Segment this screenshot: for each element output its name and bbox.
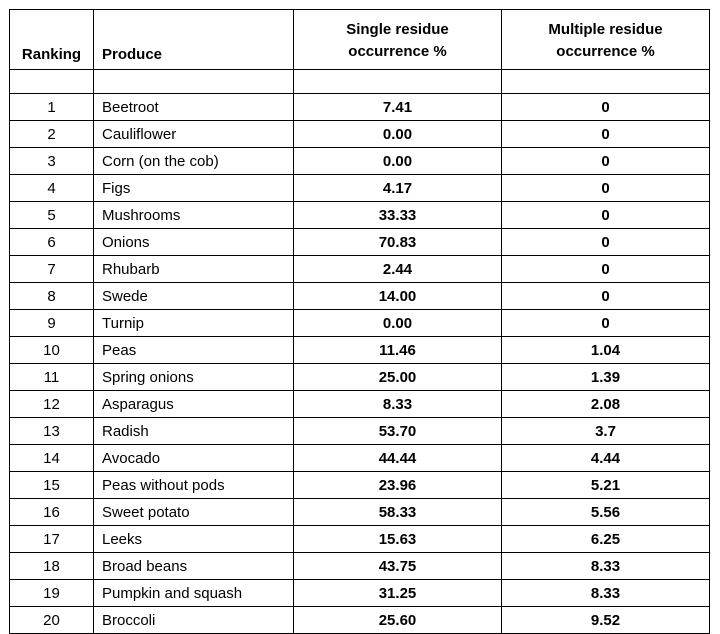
single-residue-cell: 25.00 [294, 364, 502, 391]
table-row [10, 148, 710, 175]
multiple-residue-cell: 0 [502, 202, 710, 229]
ranking-cell: 19 [10, 580, 94, 607]
table-row [10, 283, 710, 310]
multiple-residue-cell: 3.7 [502, 418, 710, 445]
single-residue-cell: 31.25 [294, 580, 502, 607]
multiple-residue-cell: 5.21 [502, 472, 710, 499]
ranking-cell: 6 [10, 229, 94, 256]
header-row [10, 10, 710, 70]
ranking-header: Ranking [10, 10, 94, 70]
multiple-residue-cell: 9.52 [502, 607, 710, 634]
ranking-cell: 13 [10, 418, 94, 445]
produce-cell: Turnip [94, 310, 294, 337]
ranking-cell: 8 [10, 283, 94, 310]
single-residue-cell: 44.44 [294, 445, 502, 472]
ranking-cell: 3 [10, 148, 94, 175]
multiple-residue-cell: 0 [502, 229, 710, 256]
ranking-cell: 16 [10, 499, 94, 526]
produce-cell: Broccoli [94, 607, 294, 634]
empty-cell [502, 70, 710, 94]
table-row [10, 337, 710, 364]
table-row [10, 526, 710, 553]
table-row [10, 121, 710, 148]
multiple-residue-cell: 0 [502, 283, 710, 310]
table-row [10, 202, 710, 229]
multiple-residue-header [502, 10, 710, 70]
ranking-cell: 14 [10, 445, 94, 472]
table-row [10, 553, 710, 580]
table-row [10, 580, 710, 607]
table-row [10, 175, 710, 202]
produce-cell: Asparagus [94, 391, 294, 418]
ranking-cell: 10 [10, 337, 94, 364]
single-residue-cell: 58.33 [294, 499, 502, 526]
single-residue-cell: 70.83 [294, 229, 502, 256]
table-row [10, 445, 710, 472]
table-row [10, 364, 710, 391]
multiple-residue-cell: 0 [502, 148, 710, 175]
empty-cell [294, 70, 502, 94]
multiple-residue-header-line1: Multiple residue [548, 21, 663, 38]
ranking-cell: 20 [10, 607, 94, 634]
table-row [10, 256, 710, 283]
single-residue-cell: 0.00 [294, 121, 502, 148]
table-header [10, 10, 710, 70]
produce-cell: Swede [94, 283, 294, 310]
single-residue-header-line2: occurrence % [348, 43, 447, 60]
produce-cell: Rhubarb [94, 256, 294, 283]
ranking-cell: 5 [10, 202, 94, 229]
single-residue-header-line1: Single residue [346, 21, 449, 38]
table-row [10, 418, 710, 445]
produce-cell: Radish [94, 418, 294, 445]
multiple-residue-cell: 0 [502, 121, 710, 148]
produce-cell: Onions [94, 229, 294, 256]
table-body [10, 70, 710, 634]
produce-cell: Beetroot [94, 94, 294, 121]
single-residue-cell: 53.70 [294, 418, 502, 445]
empty-cell [94, 70, 294, 94]
ranking-cell: 17 [10, 526, 94, 553]
produce-cell: Avocado [94, 445, 294, 472]
multiple-residue-cell: 0 [502, 256, 710, 283]
produce-cell: Leeks [94, 526, 294, 553]
ranking-cell: 2 [10, 121, 94, 148]
multiple-residue-cell: 4.44 [502, 445, 710, 472]
table-row [10, 607, 710, 634]
single-residue-cell: 7.41 [294, 94, 502, 121]
multiple-residue-cell: 1.39 [502, 364, 710, 391]
ranking-cell: 4 [10, 175, 94, 202]
multiple-residue-cell: 0 [502, 94, 710, 121]
multiple-residue-cell: 5.56 [502, 499, 710, 526]
multiple-residue-cell: 1.04 [502, 337, 710, 364]
empty-spacer-row [10, 70, 710, 94]
multiple-residue-cell: 8.33 [502, 553, 710, 580]
produce-cell: Sweet potato [94, 499, 294, 526]
multiple-residue-header-line2: occurrence % [556, 43, 655, 60]
table-row [10, 94, 710, 121]
ranking-cell: 12 [10, 391, 94, 418]
single-residue-cell: 15.63 [294, 526, 502, 553]
produce-cell: Broad beans [94, 553, 294, 580]
produce-header: Produce [94, 10, 294, 70]
ranking-cell: 7 [10, 256, 94, 283]
ranking-cell: 9 [10, 310, 94, 337]
single-residue-cell: 11.46 [294, 337, 502, 364]
multiple-residue-cell: 8.33 [502, 580, 710, 607]
single-residue-cell: 23.96 [294, 472, 502, 499]
ranking-cell: 1 [10, 94, 94, 121]
ranking-cell: 11 [10, 364, 94, 391]
multiple-residue-cell: 2.08 [502, 391, 710, 418]
table-row [10, 229, 710, 256]
single-residue-cell: 25.60 [294, 607, 502, 634]
ranking-cell: 18 [10, 553, 94, 580]
produce-cell: Spring onions [94, 364, 294, 391]
multiple-residue-cell: 0 [502, 175, 710, 202]
ranking-cell: 15 [10, 472, 94, 499]
single-residue-cell: 8.33 [294, 391, 502, 418]
single-residue-cell: 4.17 [294, 175, 502, 202]
produce-cell: Pumpkin and squash [94, 580, 294, 607]
produce-cell: Corn (on the cob) [94, 148, 294, 175]
single-residue-cell: 0.00 [294, 148, 502, 175]
multiple-residue-cell: 6.25 [502, 526, 710, 553]
single-residue-cell: 33.33 [294, 202, 502, 229]
single-residue-cell: 43.75 [294, 553, 502, 580]
table-row [10, 391, 710, 418]
produce-cell: Figs [94, 175, 294, 202]
single-residue-cell: 2.44 [294, 256, 502, 283]
produce-cell: Cauliflower [94, 121, 294, 148]
table-row [10, 499, 710, 526]
multiple-residue-cell: 0 [502, 310, 710, 337]
single-residue-header [294, 10, 502, 70]
residue-table [9, 9, 710, 634]
produce-cell: Mushrooms [94, 202, 294, 229]
single-residue-cell: 0.00 [294, 310, 502, 337]
produce-cell: Peas [94, 337, 294, 364]
table-row [10, 472, 710, 499]
produce-cell: Peas without pods [94, 472, 294, 499]
single-residue-cell: 14.00 [294, 283, 502, 310]
empty-cell [10, 70, 94, 94]
table-row [10, 310, 710, 337]
